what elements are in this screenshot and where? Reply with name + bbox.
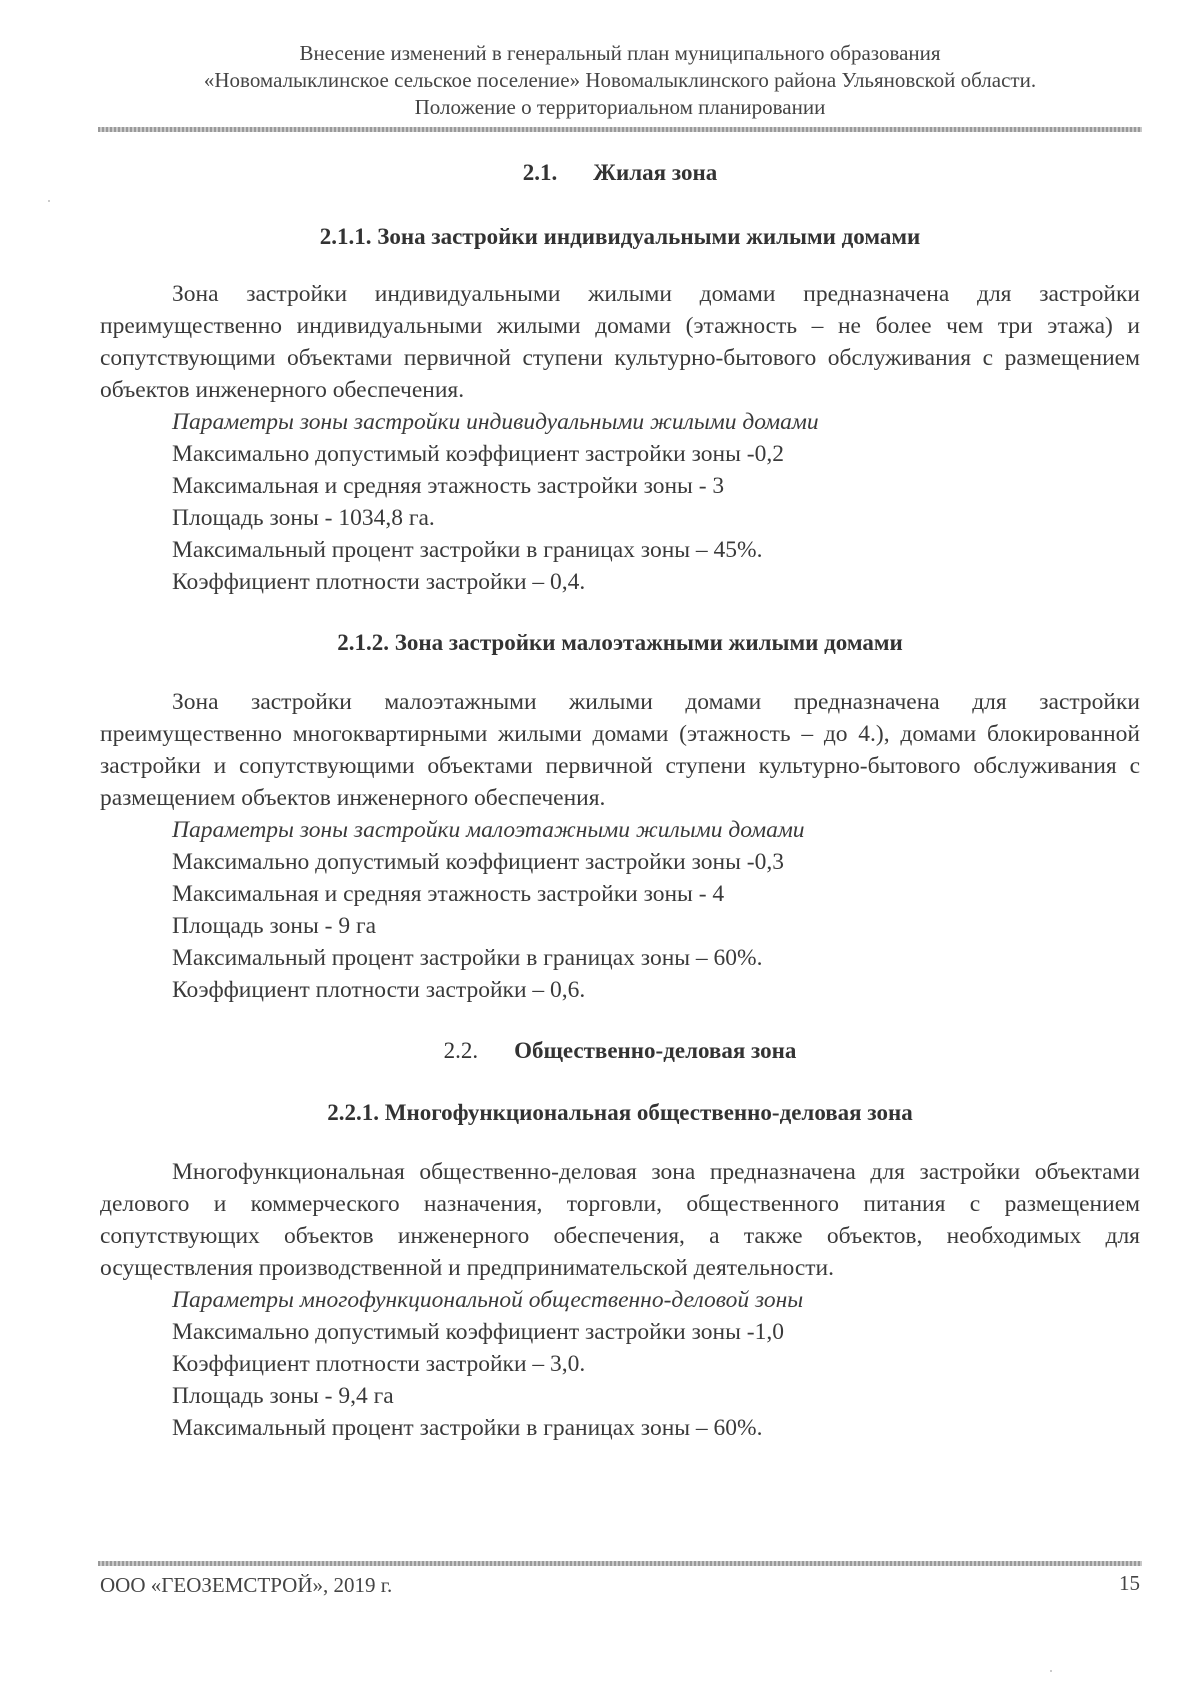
page-number: 15: [1119, 1571, 1140, 1595]
header-line-3: Положение о территориальном планировании: [414, 95, 826, 119]
params-title: Параметры зоны застройки индивидуальными жилыми домами: [172, 409, 819, 435]
page-footer: [100, 1573, 1140, 1598]
params-title: Параметры зоны застройки малоэтажными жилыми домами: [172, 817, 805, 843]
section-2-1-1-heading: 2.1.1. Зона застройки индивидуальными жилыми домами: [319, 224, 921, 249]
section-title: Жилая зона: [593, 160, 718, 185]
param-line: Максимальная и средняя этажность застройки зоны - 4: [172, 881, 725, 907]
param-line: Площадь зоны - 9 га: [172, 913, 377, 939]
header-divider: [98, 127, 1142, 132]
param-line: Максимальный процент застройки в границах зоны – 45%.: [172, 537, 763, 563]
section-number: 2.1.: [522, 160, 558, 185]
scan-speck: [1050, 1670, 1052, 1672]
section-number: 2.2.: [443, 1038, 479, 1063]
header-line-1: Внесение изменений в генеральный план муниципального образования: [299, 41, 941, 65]
param-line: Коэффициент плотности застройки – 0,4.: [172, 569, 586, 595]
param-line: Площадь зоны - 1034,8 га.: [172, 505, 435, 531]
footer-divider: [98, 1561, 1142, 1566]
param-line: Максимально допустимый коэффициент застройки зоны -1,0: [172, 1319, 784, 1345]
scan-speck: [48, 200, 50, 202]
params-title: Параметры многофункциональной общественно-деловой зоны: [172, 1287, 804, 1313]
param-line: Максимальный процент застройки в границах зоны – 60%.: [172, 945, 763, 971]
section-2-1-heading: [100, 160, 1140, 186]
section-2-1-2-heading: 2.1.2. Зона застройки малоэтажными жилыми домами: [337, 630, 903, 655]
page-header: [100, 40, 1140, 121]
section-title: Общественно-деловая зона: [514, 1038, 797, 1063]
param-line: Площадь зоны - 9,4 га: [172, 1383, 394, 1409]
section-2-2-1-paragraph: Многофункциональная общественно-деловая зона предназначена для застройки объектами делового и коммерческого назначения, торговли, общественного питания с размещением сопутствующих объектов инженерного обеспечения, а также объектов, необходимых для осуществления производственной и предпринимательской деятельности.: [100, 1159, 1140, 1281]
section-2-2-heading: [100, 1038, 1140, 1064]
param-line: Максимальная и средняя этажность застройки зоны - 3: [172, 473, 725, 499]
section-2-2-1-heading: 2.2.1. Многофункциональная общественно-деловая зона: [327, 1100, 913, 1125]
param-line: Коэффициент плотности застройки – 3,0.: [172, 1351, 586, 1377]
section-2-1-1-paragraph: Зона застройки индивидуальными жилыми домами предназначена для застройки преимущественно индивидуальными жилыми домами (этажность – не более чем три этажа) и сопутствующими объектами первичной ступени культурно-бытового обслуживания с размещением объектов инженерного обеспечения.: [100, 281, 1140, 403]
page-body: [100, 160, 1140, 1444]
param-line: Коэффициент плотности застройки – 0,6.: [172, 977, 586, 1003]
param-line: Максимально допустимый коэффициент застройки зоны -0,3: [172, 849, 784, 875]
footer-company: ООО «ГЕОЗЕМСТРОЙ», 2019 г.: [100, 1573, 393, 1597]
header-line-2: «Новомалыклинское сельское поселение» Новомалыклинского района Ульяновской области.: [203, 68, 1037, 92]
param-line: Максимально допустимый коэффициент застройки зоны -0,2: [172, 441, 784, 467]
param-line: Максимальный процент застройки в границах зоны – 60%.: [172, 1415, 763, 1441]
section-2-1-2-paragraph: Зона застройки малоэтажными жилыми домами предназначена для застройки преимущественно многоквартирными жилыми домами (этажность – до 4.), домами блокированной застройки и сопутствующими объектами первичной ступени культурно-бытового обслуживания с размещением объектов инженерного обеспечения.: [100, 689, 1140, 811]
